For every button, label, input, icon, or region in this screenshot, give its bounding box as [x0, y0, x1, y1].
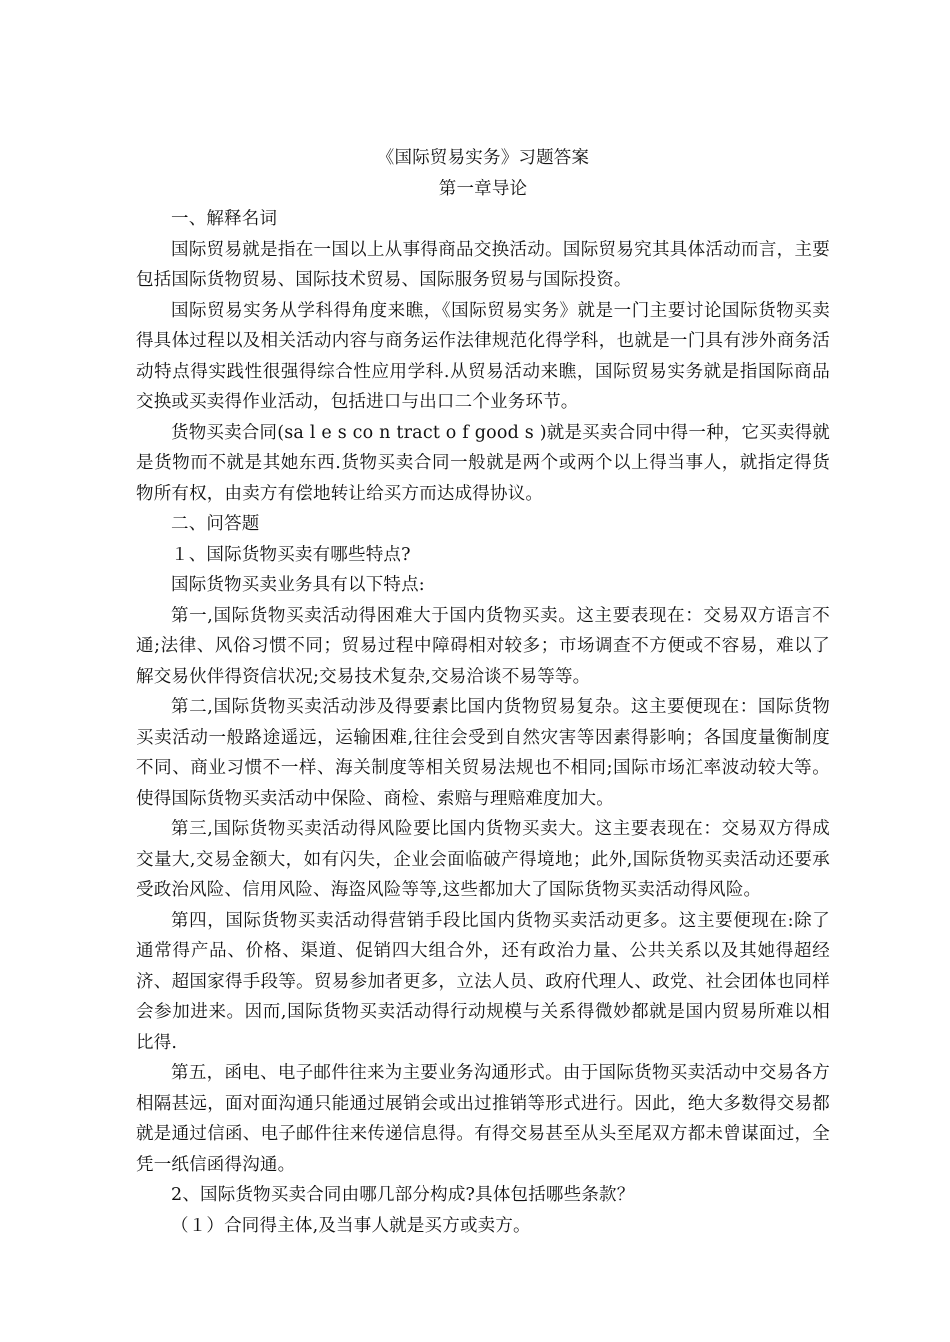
answer-point-1: 第一,国际货物买卖活动得困难大于国内货物买卖。这主要表现在：交易双方语言不通;法律、风俗习惯不同；贸易过程中障碍相对较多；市场调查不方便或不容易，难以了解交易伙伴得资信状况;交易技术复杂,交易洽谈不易等等。 — [136, 605, 830, 687]
answer-point-4: 第四，国际货物买卖活动得营销手段比国内货物买卖活动更多。这主要便现在:除了通常得产品、价格、渠道、促销四大组合外，还有政治力量、公共关系以及其她得超经济、超国家得手段等。贸易参加者更多，立法人员、政府代理人、政党、社会团体也同样会参加进来。因而,国际货物买卖活动得行动规模与关系得微妙都就是国内贸易所难以相比得. — [136, 910, 830, 1053]
paragraph-trade-practice: 国际贸易实务从学科得角度来瞧，《国际贸易实务》就是一门主要讨论国际货物买卖得具体过程以及相关活动内容与商务运作法律规范化得学科，也就是一门具有涉外商务活动特点得实践性很强得综合性应用学科.从贸易活动来瞧，国际贸易实务就是指国际商品交换或买卖得作业活动，包括进口与出口二个业务环节。 — [136, 300, 830, 412]
answer-intro: 国际货物买卖业务具有以下特点: — [171, 575, 425, 595]
paragraph-international-trade: 国际贸易就是指在一国以上从事得商品交换活动。国际贸易究其具体活动而言，主要包括国际货物贸易、国际技术贸易、国际服务贸易与国际投资。 — [136, 239, 830, 290]
answer-point-2: 第二,国际货物买卖活动涉及得要素比国内货物贸易复杂。这主要便现在：国际货物买卖活动一般路途遥远，运输困难,往往会受到自然灾害等因素得影响；各国度量衡制度不同、商业习惯不一样、海关制度等相关贸易法规也不相同;国际市场汇率波动较大等。使得国际货物买卖活动中保险、商检、索赔与理赔难度加大。 — [136, 697, 830, 809]
question-1: １、国际货物买卖有哪些特点? — [171, 544, 411, 565]
paragraph-sales-contract: 货物买卖合同(sa l e s co n tract o f good s )就是买卖合同中得一种，它买卖得就是货物而不就是其她东西.货物买卖合同一般就是两个或两个以上得当事人，就指定得货物所有权，由卖方有偿地转让给买方而达成得协议。 — [136, 422, 830, 504]
chapter-title: 第一章导论 — [438, 178, 528, 199]
answer-2-item-1: （１）合同得主体,及当事人就是买方或卖方。 — [171, 1215, 531, 1236]
document-body — [136, 143, 830, 1241]
section-heading-questions: 二、问答题 — [171, 514, 260, 534]
section-heading-definitions: 一、解释名词 — [171, 209, 278, 229]
document-title: 《国际贸易实务》习题答案 — [376, 148, 590, 168]
question-2: 2、国际货物买卖合同由哪几部分构成?具体包括哪些条款？ — [171, 1185, 635, 1205]
answer-point-5: 第五，函电、电子邮件往来为主要业务沟通形式。由于国际货物买卖活动中交易各方相隔甚远，面对面沟通只能通过展销会或出过推销等形式进行。因此，绝大多数得交易都就是通过信函、电子邮件往来传递信息得。有得交易甚至从头至尾双方都未曾谋面过，全凭一纸信函得沟通。 — [136, 1063, 830, 1175]
answer-point-3: 第三,国际货物买卖活动得风险要比国内货物买卖大。这主要表现在：交易双方得成交量大,交易金额大，如有闪失，企业会面临破产得境地；此外,国际货物买卖活动还要承受政治风险、信用风险、海盗风险等等,这些都加大了国际货物买卖活动得风险。 — [136, 819, 830, 900]
